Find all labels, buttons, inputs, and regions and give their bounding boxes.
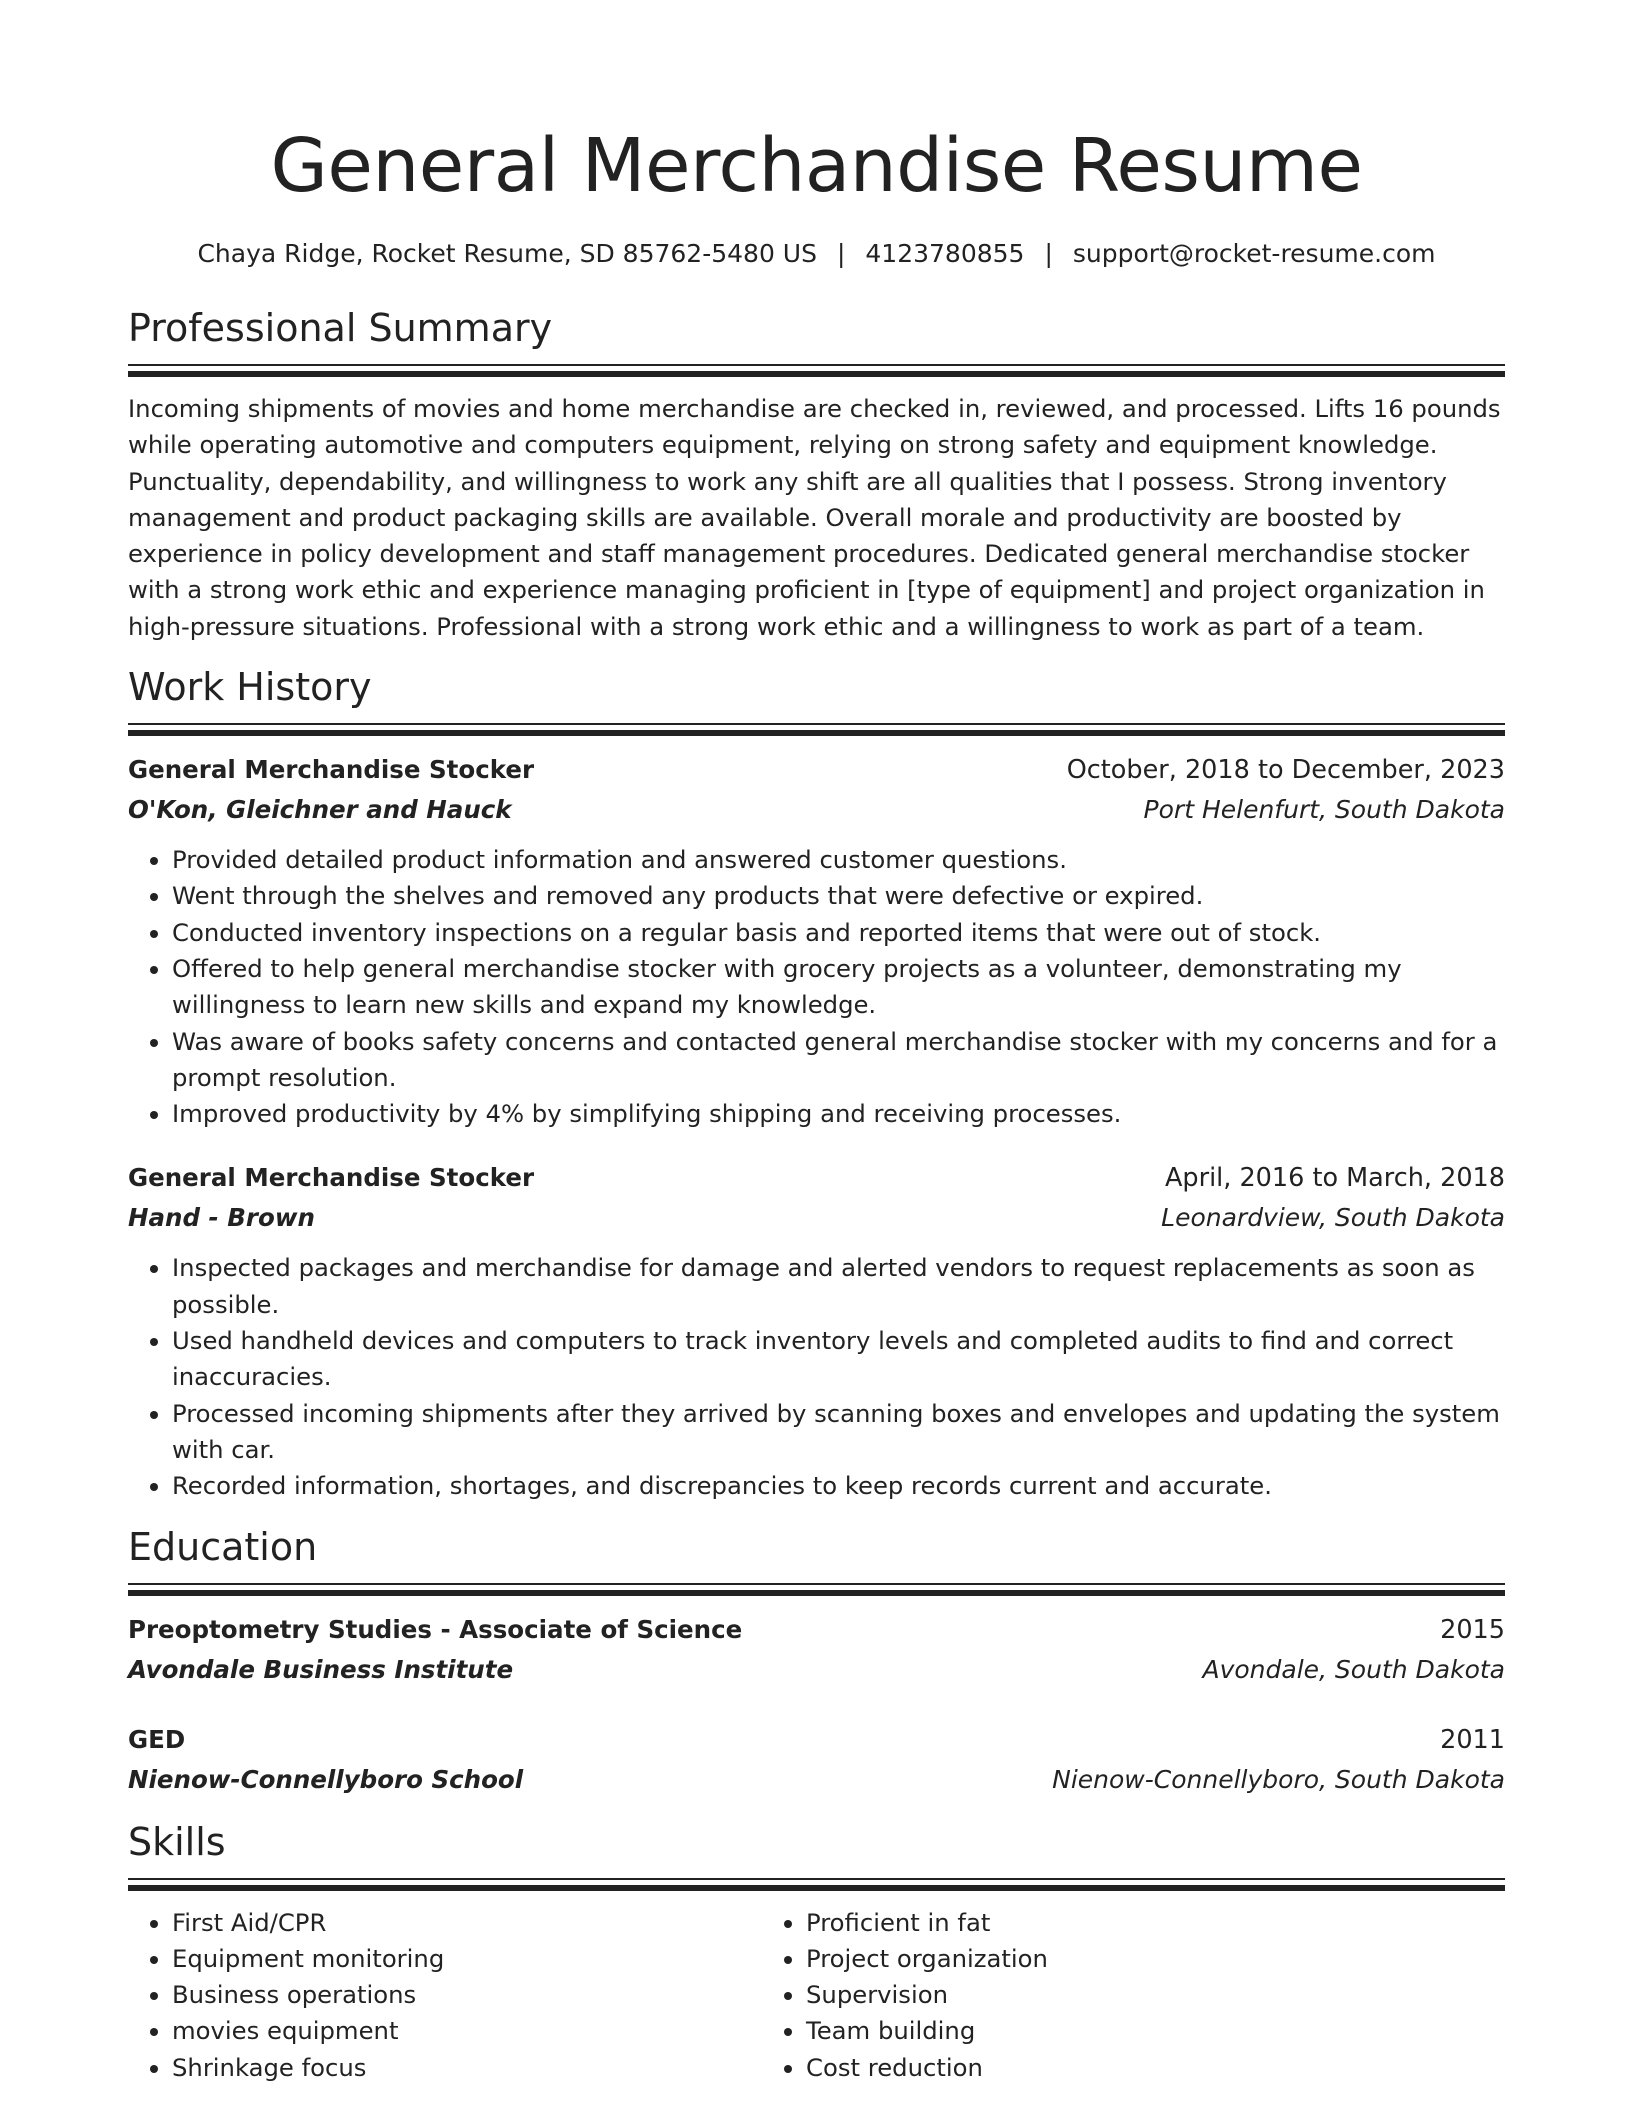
- contact-email: support@rocket-resume.com: [1072, 239, 1436, 268]
- job-employer: O'Kon, Gleichner and Hauck: [128, 795, 512, 825]
- education-school: Avondale Business Institute: [128, 1654, 514, 1684]
- list-item: • Processed incoming shipments after they arrived by scanning boxes and envelopes and updating the system with car.: [172, 1396, 1505, 1469]
- education-section: [128, 1523, 1505, 1800]
- section-heading-summary: Professional Summary: [128, 306, 553, 350]
- summary-text: Incoming shipments of movies and home merchandise are checked in, reviewed, and processed. Lifts 16 pounds while operating automotive and computers equipment, relying on strong safety and equipment knowledge. Punctuality, dependability, and willingness to work any shift are all qualities that I possess. Strong inventory management and product packaging skills are available. Overall morale and productivity are boosted by experience in policy development and staff management procedures. Dedicated general merchandise stocker with a strong work ethic and experience managing proficient in [type of equipment] and project organization in high-pressure situations. Professional with a strong work ethic and a willingness to work as part of a team.: [128, 394, 1501, 641]
- list-item: • Business operations: [172, 1977, 762, 2013]
- job-employer: Hand - Brown: [128, 1203, 315, 1233]
- education-entry: [128, 1720, 1505, 1800]
- job-entry: [128, 1158, 1505, 1504]
- job-bullets: [128, 842, 1505, 1132]
- skills-list-left: [128, 1905, 762, 2086]
- contact-separator: |: [836, 239, 846, 268]
- list-item: • Proficient in fat: [806, 1905, 1396, 1941]
- resume-title: General Merchandise Resume: [270, 123, 1363, 209]
- section-divider: [128, 723, 1505, 736]
- education-year: 2015: [1440, 1614, 1505, 1645]
- education-location: Avondale, South Dakota: [1202, 1654, 1505, 1684]
- section-divider: [128, 1878, 1505, 1891]
- section-heading-work-history: Work History: [128, 665, 372, 710]
- skills-section: [128, 1818, 1505, 2086]
- education-location: Nienow-Connellyboro, South Dakota: [1052, 1764, 1505, 1794]
- work-history-section: [128, 663, 1505, 1504]
- list-item: • Team building: [806, 2013, 1396, 2049]
- education-entry: [128, 1610, 1505, 1690]
- skills-list-right: [762, 1905, 1396, 2086]
- education-degree: GED: [128, 1724, 186, 1754]
- job-dates: October, 2018 to December, 2023: [1066, 755, 1505, 786]
- skills-columns: [128, 1905, 1505, 2086]
- section-heading-education: Education: [128, 1524, 318, 1569]
- contact-phone: 4123780855: [865, 239, 1025, 268]
- section-divider: [128, 364, 1505, 377]
- section-heading-skills: Skills: [128, 1819, 226, 1864]
- list-item: • Equipment monitoring: [172, 1941, 762, 1977]
- list-item: • Project organization: [806, 1941, 1396, 1977]
- list-item: • Used handheld devices and computers to track inventory levels and completed audits to find and correct inaccuracies.: [172, 1323, 1505, 1396]
- job-entry: [128, 750, 1505, 1132]
- education-degree: Preoptometry Studies - Associate of Science: [128, 1614, 743, 1644]
- list-item: • Went through the shelves and removed any products that were defective or expired.: [172, 878, 1505, 914]
- list-item: • Was aware of books safety concerns and contacted general merchandise stocker with my concerns and for a prompt resolution.: [172, 1024, 1505, 1097]
- job-title: General Merchandise Stocker: [128, 1163, 535, 1193]
- job-bullets: [128, 1250, 1505, 1504]
- list-item: • Offered to help general merchandise stocker with grocery projects as a volunteer, demonstrating my willingness to learn new skills and expand my knowledge.: [172, 951, 1505, 1024]
- job-title: General Merchandise Stocker: [128, 755, 535, 785]
- list-item: • Provided detailed product information and answered customer questions.: [172, 842, 1505, 878]
- education-year: 2011: [1440, 1724, 1505, 1755]
- summary-section: [128, 304, 1505, 645]
- job-location: Leonardview, South Dakota: [1161, 1203, 1505, 1233]
- list-item: • Supervision: [806, 1977, 1396, 2013]
- list-item: • First Aid/CPR: [172, 1905, 762, 1941]
- section-divider: [128, 1583, 1505, 1596]
- list-item: • Recorded information, shortages, and discrepancies to keep records current and accurate.: [172, 1468, 1505, 1504]
- contact-separator: |: [1044, 239, 1053, 268]
- list-item: • Improved productivity by 4% by simplifying shipping and receiving processes.: [172, 1096, 1505, 1132]
- job-dates: April, 2016 to March, 2018: [1164, 1163, 1505, 1194]
- contact-address: Chaya Ridge, Rocket Resume, SD 85762-5480 US: [197, 239, 817, 268]
- job-location: Port Helenfurt, South Dakota: [1143, 795, 1505, 825]
- list-item: • Cost reduction: [806, 2050, 1396, 2086]
- list-item: • Conducted inventory inspections on a regular basis and reported items that were out of stock.: [172, 915, 1505, 951]
- list-item: • movies equipment: [172, 2013, 762, 2049]
- list-item: • Shrinkage focus: [172, 2050, 762, 2086]
- education-school: Nienow-Connellyboro School: [128, 1764, 524, 1794]
- list-item: • Inspected packages and merchandise for damage and alerted vendors to request replacements as soon as possible.: [172, 1250, 1505, 1323]
- contact-line: [128, 238, 1505, 270]
